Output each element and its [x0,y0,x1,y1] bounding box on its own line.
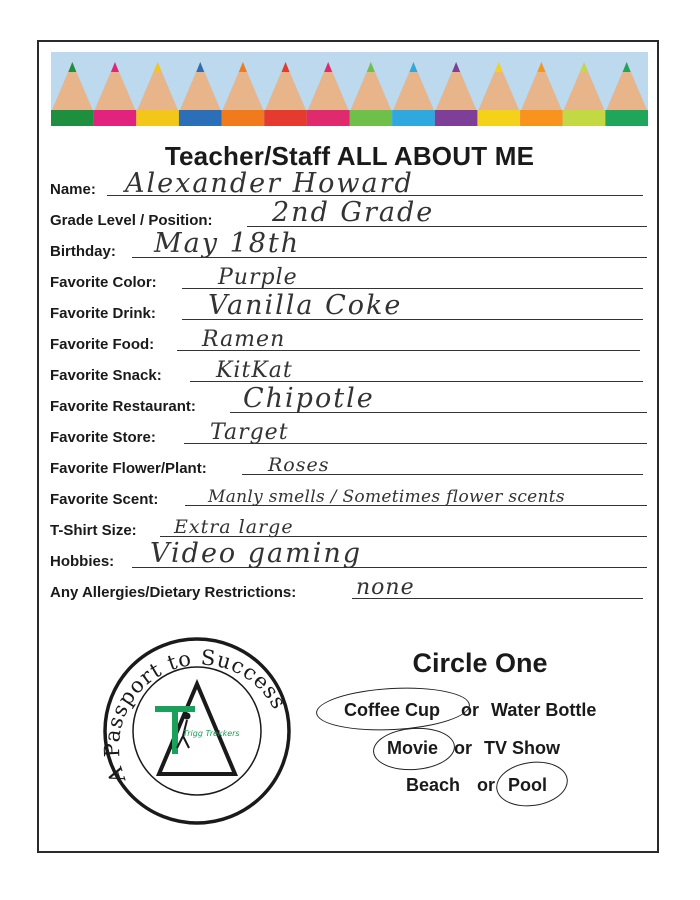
field-label: Favorite Flower/Plant: [50,460,207,477]
handwritten-answer: Chipotle [243,383,375,414]
form-title: Teacher/Staff ALL ABOUT ME [164,141,535,171]
field-row-favorite-restaurant [50,383,647,418]
handwritten-answer: Target [210,420,289,445]
choice-water-bottle: Water Bottle [491,700,597,720]
handwritten-answer: May 18th [154,228,301,259]
handwritten-answer: Vanilla Coke [208,290,403,321]
field-row-allergies [50,574,643,604]
field-label: Hobbies: [50,553,115,570]
field-label: Favorite Scent: [50,491,159,508]
field-label: Favorite Drink: [50,305,156,322]
field-row-birthday [50,228,647,263]
field-row-favorite-store [50,419,647,449]
field-label: Favorite Snack: [50,367,162,384]
field-row-favorite-scent [50,481,647,511]
hiker-icon [184,713,191,720]
choice-coffee-cup: Coffee Cup [344,700,440,720]
colored-pencils-banner [51,52,648,126]
handwritten-answer: Manly smells / Sometimes flower scents [208,487,565,507]
field-row-grade-level [50,197,647,232]
field-label: Favorite Color: [50,274,157,291]
field-row-favorite-drink [50,290,643,325]
handwritten-answer: none [356,575,415,600]
field-label: Favorite Restaurant: [50,398,196,415]
field-row-favorite-food [50,326,640,356]
handwritten-answer: KitKat [216,358,293,383]
choice-or: or [477,775,495,795]
choice-movie: Movie [387,738,439,758]
field-label: Any Allergies/Dietary Restrictions: [50,584,297,601]
handwritten-answer: 2nd Grade [272,197,435,228]
choice-tv-show: TV Show [484,738,560,758]
choice-or: or [454,738,472,758]
choice-pool: Pool [508,775,547,795]
seal-logo-text: Trigg Trekkers [183,729,240,738]
field-label: Favorite Store: [50,429,156,446]
field-row-favorite-flower [50,450,643,480]
circle-one-title: Circle One [412,648,548,678]
handwritten-answer: Video gaming [150,538,363,569]
field-label: Name: [50,181,96,198]
field-label: Grade Level / Position: [50,212,213,229]
field-label: Birthday: [50,243,116,260]
handwritten-answer: Roses [268,454,330,476]
passport-to-success-seal [97,636,297,826]
seal-ring-text: A Passport to Success [99,645,292,787]
field-label: T-Shirt Size: [50,522,137,539]
handwritten-answer: Purple [218,265,298,290]
handwritten-answer: Ramen [202,327,286,352]
handwritten-answer: Extra large [174,516,294,538]
choice-or: or [461,700,479,720]
handwritten-answer: Alexander Howard [125,168,414,199]
choice-beach: Beach [406,775,461,795]
field-row-hobbies [50,538,647,573]
field-label: Favorite Food: [50,336,155,353]
